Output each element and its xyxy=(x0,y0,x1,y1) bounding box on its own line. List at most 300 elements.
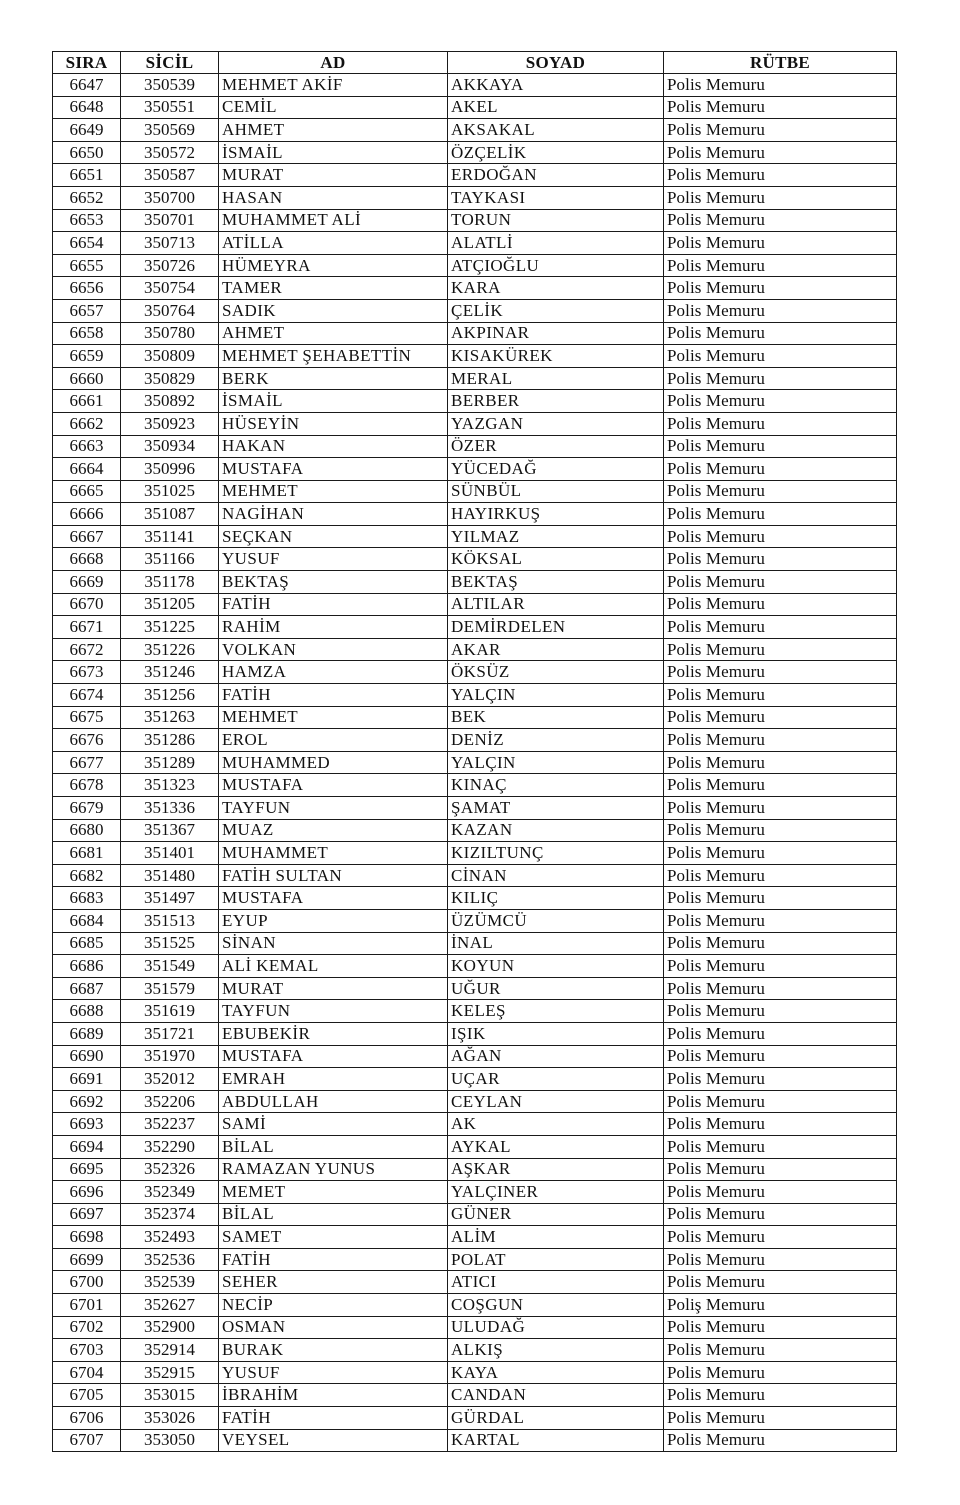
cell-ad: TAYFUN xyxy=(219,1000,448,1023)
cell-sicil: 352349 xyxy=(121,1181,219,1204)
cell-sira: 6653 xyxy=(53,209,121,232)
cell-ad: FATİH xyxy=(219,1407,448,1430)
cell-sicil: 351497 xyxy=(121,887,219,910)
cell-rutbe: Polis Memuru xyxy=(664,1203,897,1226)
cell-ad: İBRAHİM xyxy=(219,1384,448,1407)
cell-sira: 6695 xyxy=(53,1158,121,1181)
cell-ad: MUHAMMET xyxy=(219,842,448,865)
cell-soyad: BEK xyxy=(448,706,664,729)
cell-soyad: İNAL xyxy=(448,932,664,955)
cell-soyad: AK xyxy=(448,1113,664,1136)
cell-sicil: 351480 xyxy=(121,864,219,887)
cell-sicil: 352536 xyxy=(121,1248,219,1271)
cell-soyad: POLAT xyxy=(448,1248,664,1271)
table-row xyxy=(53,458,897,481)
cell-soyad: YALÇIN xyxy=(448,751,664,774)
cell-sicil: 351286 xyxy=(121,729,219,752)
cell-soyad: YAZGAN xyxy=(448,412,664,435)
cell-sira: 6686 xyxy=(53,955,121,978)
cell-rutbe: Polis Memuru xyxy=(664,141,897,164)
cell-rutbe: Polis Memuru xyxy=(664,548,897,571)
cell-rutbe: Polis Memuru xyxy=(664,322,897,345)
table-row xyxy=(53,390,897,413)
cell-ad: MUAZ xyxy=(219,819,448,842)
cell-sicil: 351246 xyxy=(121,661,219,684)
cell-sicil: 351263 xyxy=(121,706,219,729)
cell-soyad: KOYUN xyxy=(448,955,664,978)
cell-rutbe: Polis Memuru xyxy=(664,1407,897,1430)
cell-rutbe: Polis Memuru xyxy=(664,977,897,1000)
cell-soyad: AYKAL xyxy=(448,1135,664,1158)
cell-soyad: KAYA xyxy=(448,1361,664,1384)
cell-soyad: ALATLİ xyxy=(448,232,664,255)
cell-sicil: 352206 xyxy=(121,1090,219,1113)
cell-sicil: 350996 xyxy=(121,458,219,481)
cell-rutbe: Polis Memuru xyxy=(664,186,897,209)
cell-sira: 6700 xyxy=(53,1271,121,1294)
cell-ad: EBUBEKİR xyxy=(219,1022,448,1045)
cell-ad: TAMER xyxy=(219,277,448,300)
cell-sira: 6651 xyxy=(53,164,121,187)
table-row xyxy=(53,277,897,300)
cell-sira: 6669 xyxy=(53,571,121,594)
table-row xyxy=(53,729,897,752)
cell-sicil: 350700 xyxy=(121,186,219,209)
cell-ad: BURAK xyxy=(219,1339,448,1362)
cell-rutbe: Polis Memuru xyxy=(664,390,897,413)
header-soyad: SOYAD xyxy=(448,52,664,74)
cell-ad: HÜSEYİN xyxy=(219,412,448,435)
cell-sira: 6660 xyxy=(53,367,121,390)
cell-soyad: ATICI xyxy=(448,1271,664,1294)
cell-soyad: ÖKSÜZ xyxy=(448,661,664,684)
cell-ad: ALİ KEMAL xyxy=(219,955,448,978)
cell-ad: MURAT xyxy=(219,977,448,1000)
table-row xyxy=(53,1022,897,1045)
cell-rutbe: Polis Memuru xyxy=(664,774,897,797)
cell-sira: 6707 xyxy=(53,1429,121,1452)
cell-sira: 6655 xyxy=(53,254,121,277)
cell-sira: 6665 xyxy=(53,480,121,503)
cell-rutbe: Polis Memuru xyxy=(664,864,897,887)
cell-ad: İSMAİL xyxy=(219,141,448,164)
cell-sicil: 352539 xyxy=(121,1271,219,1294)
cell-sira: 6699 xyxy=(53,1248,121,1271)
cell-rutbe: Polis Memuru xyxy=(664,480,897,503)
cell-soyad: UÇAR xyxy=(448,1068,664,1091)
cell-soyad: IŞIK xyxy=(448,1022,664,1045)
cell-sicil: 351025 xyxy=(121,480,219,503)
cell-sicil: 350892 xyxy=(121,390,219,413)
table-row xyxy=(53,345,897,368)
cell-soyad: ERDOĞAN xyxy=(448,164,664,187)
cell-soyad: GÜNER xyxy=(448,1203,664,1226)
cell-sicil: 351178 xyxy=(121,571,219,594)
cell-rutbe: Polis Memuru xyxy=(664,593,897,616)
cell-soyad: KELEŞ xyxy=(448,1000,664,1023)
cell-sicil: 351525 xyxy=(121,932,219,955)
cell-sicil: 350713 xyxy=(121,232,219,255)
table-row xyxy=(53,232,897,255)
table-row xyxy=(53,616,897,639)
table-row xyxy=(53,1248,897,1271)
cell-sicil: 350539 xyxy=(121,74,219,97)
cell-sicil: 351970 xyxy=(121,1045,219,1068)
cell-sicil: 352900 xyxy=(121,1316,219,1339)
cell-rutbe: Polis Memuru xyxy=(664,1384,897,1407)
cell-rutbe: Polis Memuru xyxy=(664,1271,897,1294)
cell-rutbe: Polis Memuru xyxy=(664,254,897,277)
table-row xyxy=(53,1135,897,1158)
cell-ad: AHMET xyxy=(219,119,448,142)
cell-sira: 6696 xyxy=(53,1181,121,1204)
cell-sira: 6668 xyxy=(53,548,121,571)
cell-sicil: 352914 xyxy=(121,1339,219,1362)
table-row xyxy=(53,1203,897,1226)
cell-sira: 6676 xyxy=(53,729,121,752)
table-row xyxy=(53,1429,897,1452)
cell-ad: SADIK xyxy=(219,299,448,322)
cell-ad: NAGİHAN xyxy=(219,503,448,526)
cell-soyad: CİNAN xyxy=(448,864,664,887)
cell-sira: 6692 xyxy=(53,1090,121,1113)
cell-ad: İSMAİL xyxy=(219,390,448,413)
cell-sicil: 351401 xyxy=(121,842,219,865)
table-row xyxy=(53,842,897,865)
cell-soyad: AĞAN xyxy=(448,1045,664,1068)
cell-sira: 6677 xyxy=(53,751,121,774)
cell-soyad: ALTILAR xyxy=(448,593,664,616)
table-row xyxy=(53,977,897,1000)
cell-sicil: 350551 xyxy=(121,96,219,119)
document-page xyxy=(52,51,897,1452)
table-row xyxy=(53,1113,897,1136)
table-row xyxy=(53,503,897,526)
cell-soyad: DEMİRDELEN xyxy=(448,616,664,639)
cell-sira: 6681 xyxy=(53,842,121,865)
cell-ad: EYUP xyxy=(219,909,448,932)
cell-sicil: 351619 xyxy=(121,1000,219,1023)
cell-soyad: CANDAN xyxy=(448,1384,664,1407)
cell-sira: 6680 xyxy=(53,819,121,842)
cell-soyad: KISAKÜREK xyxy=(448,345,664,368)
cell-ad: SEÇKAN xyxy=(219,525,448,548)
cell-sira: 6698 xyxy=(53,1226,121,1249)
cell-ad: MEHMET xyxy=(219,706,448,729)
table-row xyxy=(53,1294,897,1317)
cell-ad: FATİH xyxy=(219,593,448,616)
cell-rutbe: Polis Memuru xyxy=(664,1135,897,1158)
cell-sicil: 350764 xyxy=(121,299,219,322)
cell-ad: FATİH xyxy=(219,1248,448,1271)
cell-ad: SAMET xyxy=(219,1226,448,1249)
cell-rutbe: Polis Memuru xyxy=(664,1000,897,1023)
cell-sicil: 351225 xyxy=(121,616,219,639)
cell-rutbe: Polis Memuru xyxy=(664,96,897,119)
cell-rutbe: Polis Memuru xyxy=(664,1158,897,1181)
cell-ad: MUSTAFA xyxy=(219,458,448,481)
cell-ad: MUHAMMED xyxy=(219,751,448,774)
cell-sicil: 350780 xyxy=(121,322,219,345)
cell-rutbe: Polis Memuru xyxy=(664,706,897,729)
cell-soyad: YALÇIN xyxy=(448,684,664,707)
cell-sicil: 353050 xyxy=(121,1429,219,1452)
table-row xyxy=(53,1361,897,1384)
cell-rutbe: Polis Memuru xyxy=(664,571,897,594)
cell-sira: 6697 xyxy=(53,1203,121,1226)
cell-ad: MUHAMMET ALİ xyxy=(219,209,448,232)
table-row xyxy=(53,1068,897,1091)
cell-sicil: 352493 xyxy=(121,1226,219,1249)
cell-ad: HAMZA xyxy=(219,661,448,684)
cell-rutbe: Polis Memuru xyxy=(664,1022,897,1045)
cell-soyad: AKAR xyxy=(448,638,664,661)
cell-rutbe: Polis Memuru xyxy=(664,458,897,481)
table-row xyxy=(53,164,897,187)
cell-ad: TAYFUN xyxy=(219,797,448,820)
cell-rutbe: Polis Memuru xyxy=(664,1090,897,1113)
cell-soyad: HAYIRKUŞ xyxy=(448,503,664,526)
cell-rutbe: Polis Memuru xyxy=(664,909,897,932)
cell-rutbe: Polis Memuru xyxy=(664,819,897,842)
personnel-table xyxy=(52,51,897,1452)
table-row xyxy=(53,1407,897,1430)
cell-sicil: 351513 xyxy=(121,909,219,932)
cell-soyad: DENİZ xyxy=(448,729,664,752)
cell-rutbe: Polis Memuru xyxy=(664,955,897,978)
cell-rutbe: Polis Memuru xyxy=(664,1248,897,1271)
table-row xyxy=(53,1158,897,1181)
cell-soyad: AKKAYA xyxy=(448,74,664,97)
cell-sicil: 350726 xyxy=(121,254,219,277)
cell-sira: 6702 xyxy=(53,1316,121,1339)
cell-soyad: ALİM xyxy=(448,1226,664,1249)
cell-sicil: 352374 xyxy=(121,1203,219,1226)
cell-soyad: ŞAMAT xyxy=(448,797,664,820)
cell-sira: 6701 xyxy=(53,1294,121,1317)
cell-rutbe: Polis Memuru xyxy=(664,887,897,910)
table-row xyxy=(53,548,897,571)
cell-sicil: 350754 xyxy=(121,277,219,300)
cell-rutbe: Polis Memuru xyxy=(664,1226,897,1249)
cell-soyad: ULUDAĞ xyxy=(448,1316,664,1339)
cell-sicil: 350934 xyxy=(121,435,219,458)
cell-sira: 6649 xyxy=(53,119,121,142)
table-row xyxy=(53,119,897,142)
cell-soyad: UĞUR xyxy=(448,977,664,1000)
cell-soyad: KINAÇ xyxy=(448,774,664,797)
cell-sicil: 352627 xyxy=(121,1294,219,1317)
cell-ad: SEHER xyxy=(219,1271,448,1294)
cell-sicil: 351289 xyxy=(121,751,219,774)
cell-sicil: 351226 xyxy=(121,638,219,661)
cell-sira: 6664 xyxy=(53,458,121,481)
table-row xyxy=(53,1316,897,1339)
table-row xyxy=(53,864,897,887)
cell-sicil: 352326 xyxy=(121,1158,219,1181)
cell-rutbe: Poliş Memuru xyxy=(664,1294,897,1317)
cell-soyad: ÖZER xyxy=(448,435,664,458)
cell-soyad: YALÇINER xyxy=(448,1181,664,1204)
cell-ad: ATİLLA xyxy=(219,232,448,255)
cell-sicil: 350809 xyxy=(121,345,219,368)
table-row xyxy=(53,435,897,458)
cell-soyad: YILMAZ xyxy=(448,525,664,548)
cell-rutbe: Polis Memuru xyxy=(664,616,897,639)
cell-ad: HÜMEYRA xyxy=(219,254,448,277)
cell-rutbe: Polis Memuru xyxy=(664,164,897,187)
table-row xyxy=(53,209,897,232)
cell-soyad: ÖZÇELİK xyxy=(448,141,664,164)
cell-ad: MEMET xyxy=(219,1181,448,1204)
cell-rutbe: Polis Memuru xyxy=(664,661,897,684)
table-row xyxy=(53,1339,897,1362)
cell-soyad: KILIÇ xyxy=(448,887,664,910)
table-row xyxy=(53,74,897,97)
cell-ad: AHMET xyxy=(219,322,448,345)
cell-rutbe: Polis Memuru xyxy=(664,1339,897,1362)
cell-sicil: 352290 xyxy=(121,1135,219,1158)
cell-rutbe: Polis Memuru xyxy=(664,435,897,458)
table-body xyxy=(53,74,897,1452)
cell-sicil: 350569 xyxy=(121,119,219,142)
cell-sicil: 351166 xyxy=(121,548,219,571)
cell-sira: 6675 xyxy=(53,706,121,729)
cell-sicil: 351336 xyxy=(121,797,219,820)
cell-ad: MUSTAFA xyxy=(219,887,448,910)
cell-rutbe: Polis Memuru xyxy=(664,1316,897,1339)
table-row xyxy=(53,254,897,277)
cell-ad: VEYSEL xyxy=(219,1429,448,1452)
cell-ad: OSMAN xyxy=(219,1316,448,1339)
cell-rutbe: Polis Memuru xyxy=(664,299,897,322)
cell-rutbe: Polis Memuru xyxy=(664,1361,897,1384)
cell-sira: 6658 xyxy=(53,322,121,345)
cell-sira: 6670 xyxy=(53,593,121,616)
cell-rutbe: Polis Memuru xyxy=(664,684,897,707)
cell-ad: EROL xyxy=(219,729,448,752)
table-row xyxy=(53,186,897,209)
cell-rutbe: Polis Memuru xyxy=(664,209,897,232)
cell-rutbe: Polis Memuru xyxy=(664,638,897,661)
cell-ad: SAMİ xyxy=(219,1113,448,1136)
cell-sicil: 351256 xyxy=(121,684,219,707)
cell-sira: 6691 xyxy=(53,1068,121,1091)
cell-sira: 6667 xyxy=(53,525,121,548)
cell-rutbe: Polis Memuru xyxy=(664,503,897,526)
cell-sicil: 350829 xyxy=(121,367,219,390)
cell-rutbe: Polis Memuru xyxy=(664,1045,897,1068)
cell-soyad: ATÇIOĞLU xyxy=(448,254,664,277)
table-row xyxy=(53,932,897,955)
cell-sira: 6650 xyxy=(53,141,121,164)
cell-sira: 6661 xyxy=(53,390,121,413)
cell-sira: 6663 xyxy=(53,435,121,458)
cell-sira: 6678 xyxy=(53,774,121,797)
cell-rutbe: Polis Memuru xyxy=(664,74,897,97)
table-row xyxy=(53,299,897,322)
cell-ad: FATİH xyxy=(219,684,448,707)
cell-sira: 6684 xyxy=(53,909,121,932)
cell-sicil: 351721 xyxy=(121,1022,219,1045)
cell-sicil: 353015 xyxy=(121,1384,219,1407)
table-row xyxy=(53,706,897,729)
table-row xyxy=(53,571,897,594)
cell-soyad: MERAL xyxy=(448,367,664,390)
table-row xyxy=(53,1000,897,1023)
table-row xyxy=(53,480,897,503)
table-row xyxy=(53,909,897,932)
cell-sira: 6657 xyxy=(53,299,121,322)
table-row xyxy=(53,1045,897,1068)
cell-sira: 6682 xyxy=(53,864,121,887)
table-header-row xyxy=(53,52,897,74)
cell-soyad: AŞKAR xyxy=(448,1158,664,1181)
cell-sicil: 350587 xyxy=(121,164,219,187)
cell-soyad: TAYKASI xyxy=(448,186,664,209)
cell-sicil: 351087 xyxy=(121,503,219,526)
cell-ad: BERK xyxy=(219,367,448,390)
cell-rutbe: Polis Memuru xyxy=(664,751,897,774)
cell-soyad: KARTAL xyxy=(448,1429,664,1452)
header-sira: SIRA xyxy=(53,52,121,74)
cell-ad: YUSUF xyxy=(219,548,448,571)
cell-sira: 6648 xyxy=(53,96,121,119)
cell-soyad: AKSAKAL xyxy=(448,119,664,142)
table-row xyxy=(53,887,897,910)
cell-sira: 6673 xyxy=(53,661,121,684)
cell-rutbe: Polis Memuru xyxy=(664,412,897,435)
cell-ad: CEMİL xyxy=(219,96,448,119)
table-row xyxy=(53,412,897,435)
cell-soyad: YÜCEDAĞ xyxy=(448,458,664,481)
cell-ad: MEHMET ŞEHABETTİN xyxy=(219,345,448,368)
cell-sicil: 350701 xyxy=(121,209,219,232)
cell-sicil: 351579 xyxy=(121,977,219,1000)
cell-ad: HASAN xyxy=(219,186,448,209)
cell-soyad: COŞGUN xyxy=(448,1294,664,1317)
cell-rutbe: Polis Memuru xyxy=(664,1113,897,1136)
cell-rutbe: Polis Memuru xyxy=(664,797,897,820)
table-row xyxy=(53,1181,897,1204)
cell-sicil: 352915 xyxy=(121,1361,219,1384)
cell-sicil: 352237 xyxy=(121,1113,219,1136)
cell-sira: 6666 xyxy=(53,503,121,526)
cell-soyad: KIZILTUNÇ xyxy=(448,842,664,865)
cell-sira: 6679 xyxy=(53,797,121,820)
cell-sira: 6662 xyxy=(53,412,121,435)
header-rutbe: RÜTBE xyxy=(664,52,897,74)
cell-ad: ABDULLAH xyxy=(219,1090,448,1113)
cell-sira: 6693 xyxy=(53,1113,121,1136)
cell-sira: 6672 xyxy=(53,638,121,661)
cell-sicil: 350923 xyxy=(121,412,219,435)
cell-ad: YUSUF xyxy=(219,1361,448,1384)
table-row xyxy=(53,141,897,164)
table-row xyxy=(53,1090,897,1113)
table-row xyxy=(53,96,897,119)
cell-rutbe: Polis Memuru xyxy=(664,932,897,955)
table-row xyxy=(53,1226,897,1249)
cell-ad: MUSTAFA xyxy=(219,774,448,797)
cell-sira: 6694 xyxy=(53,1135,121,1158)
cell-sira: 6683 xyxy=(53,887,121,910)
table-row xyxy=(53,751,897,774)
cell-sira: 6671 xyxy=(53,616,121,639)
table-row xyxy=(53,684,897,707)
cell-soyad: BEKTAŞ xyxy=(448,571,664,594)
cell-rutbe: Polis Memuru xyxy=(664,277,897,300)
